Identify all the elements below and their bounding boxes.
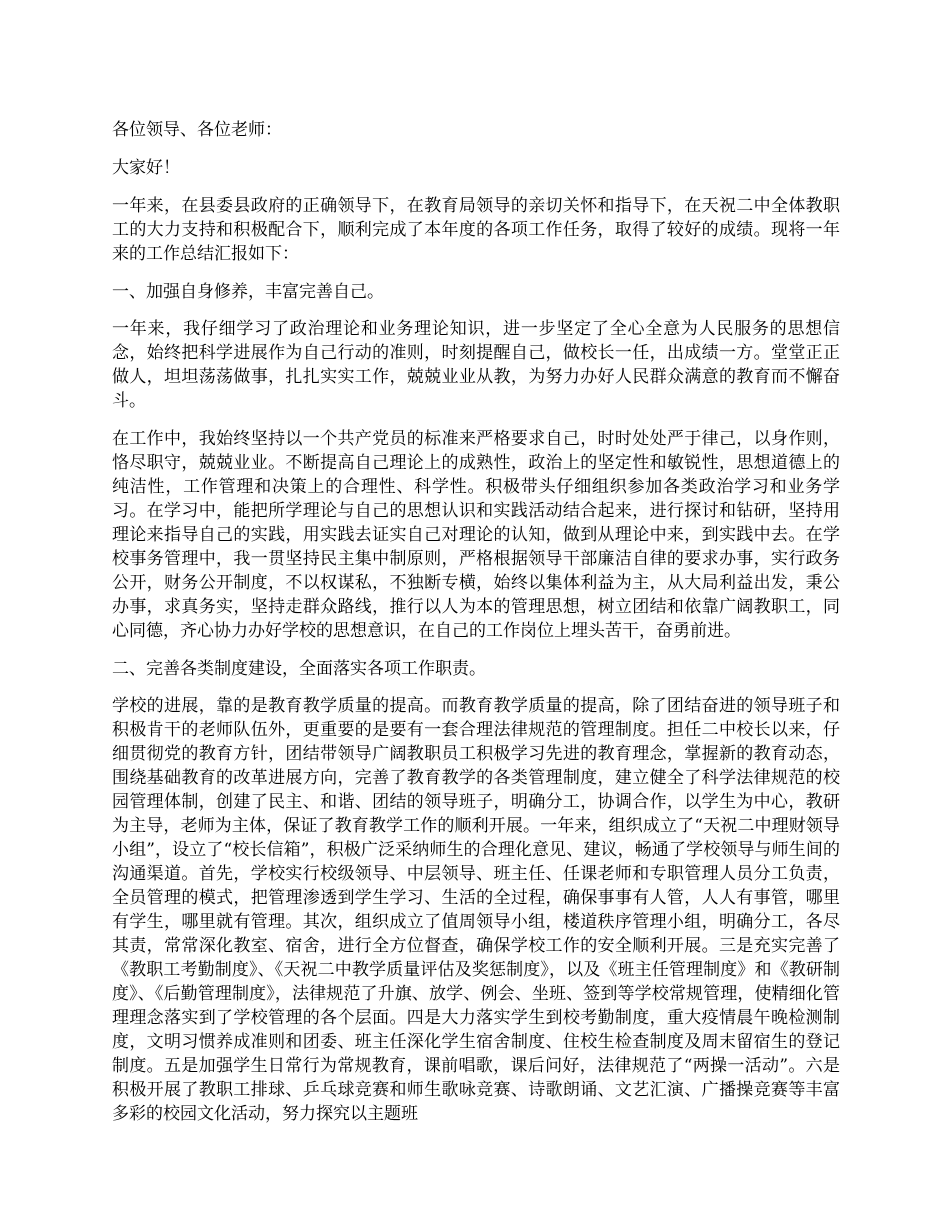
section-1-heading: 一、加强自身修养，丰富完善自己。 <box>112 282 384 302</box>
greeting: 大家好！ <box>112 158 180 178</box>
section-2-paragraph-1: 学校的进展，靠的是教育教学质量的提高。而教育教学质量的提高，除了团结奋进的领导班子和积极肯干的老师队伍外，更重要的是要有一套合理法律规范的管理制度。担任二中校长以来，仔细贯彻党的教育方针，团结带领导广阔教职员工积极学习先进的教育理念，掌握新的教育动态，围绕基础教育的改革进展方向，完善了教育教学的各类管理制度，建立健全了科学法律规范的校园管理体制，创建了民主、和谐、团结的领导班子，明确分工，协调合作，以学生为中心，教研为主导，老师为主体，保证了教育教学工作的顺利开展。一年来，组织成立了“天祝二中理财领导小组”，设立了“校长信箱”，积极广泛采纳师生的合理化意见、建议，畅通了学校领导与师生间的沟通渠道。首先，学校实行校级领导、中层领导、班主任、任课老师和专职管理人员分工负责，全员管理的模式，把管理渗透到学生学习、生活的全过程，确保事事有人管，人人有事管，哪里有学生，哪里就有管理。其次，组织成立了值周领导小组，楼道秩序管理小组，明确分工，各尽其责，常常深化教室、宿舍，进行全方位督查，确保学校工作的安全顺利开展。三是充实完善了《教职工考勤制度》、《天祝二中教学质量评估及奖惩制度》，以及《班主任管理制度》和《教研制度》、《后勤管理制度》，法律规范了升旗、放学、例会、坐班、签到等学校常规管理，使精细化管理理念落实到了学校管理的各个层面。四是大力落实学生到校考勤制度，重大疫情晨午晚检测制度，文明习惯养成准则和团委、班主任深化学生宿舍制度、住校生检查制度及周末留宿生的登记制度。五是加强学生日常行为常规教育，课前唱歌，课后问好，法律规范了“两操一活动”。六是积极开展了教职工排球、乒乓球竞赛和师生歌咏竞赛、诗歌朗诵、文艺汇演、广播操竞赛等丰富多彩的校园文化活动，努力探究以主题班 <box>112 696 840 1124</box>
document-page <box>112 118 840 1140</box>
intro-paragraph: 一年来，在县委县政府的正确领导下，在教育局领导的亲切关怀和指导下，在天祝二中全体教职工的大力支持和积极配合下，顺利完成了本年度的各项工作任务，取得了较好的成绩。现将一年来的工作总结汇报如下： <box>112 196 840 264</box>
section-2-heading: 二、完善各类制度建设，全面落实各项工作职责。 <box>112 659 486 679</box>
section-1-paragraph-1: 一年来，我仔细学习了政治理论和业务理论知识，进一步坚定了全心全意为人民服务的思想信念，始终把科学进展作为自己行动的准则，时刻提醒自己，做校长一任，出成绩一方。堂堂正正做人，坦坦荡荡做事，扎扎实实工作，兢兢业业从教，为努力办好人民群众满意的教育而不懈奋斗。 <box>112 319 840 411</box>
section-1-paragraph-2: 在工作中，我始终坚持以一个共产党员的标准来严格要求自己，时时处处严于律己，以身作则，恪尽职守，兢兢业业。不断提高自己理论上的成熟性，政治上的坚定性和敏锐性，思想道德上的纯洁性，工作管理和决策上的合理性、科学性。积极带头仔细组织参加各类政治学习和业务学习。在学习中，能把所学理论与自己的思想认识和实践活动结合起来，进行探讨和钻研，坚持用理论来指导自己的实践，用实践去证实自己对理论的认知，做到从理论中来，到实践中去。在学校事务管理中，我一贯坚持民主集中制原则，严格根据领导干部廉洁自律的要求办事，实行政务公开，财务公开制度，不以权谋私，不独断专横，始终以集体利益为主，从大局利益出发，秉公办事，求真务实，坚持走群众路线，推行以人为本的管理思想，树立团结和依靠广阔教职工，同心同德，齐心协力办好学校的思想意识，在自己的工作岗位上埋头苦干，奋勇前进。 <box>112 429 840 641</box>
salutation: 各位领导、各位老师： <box>112 120 282 140</box>
